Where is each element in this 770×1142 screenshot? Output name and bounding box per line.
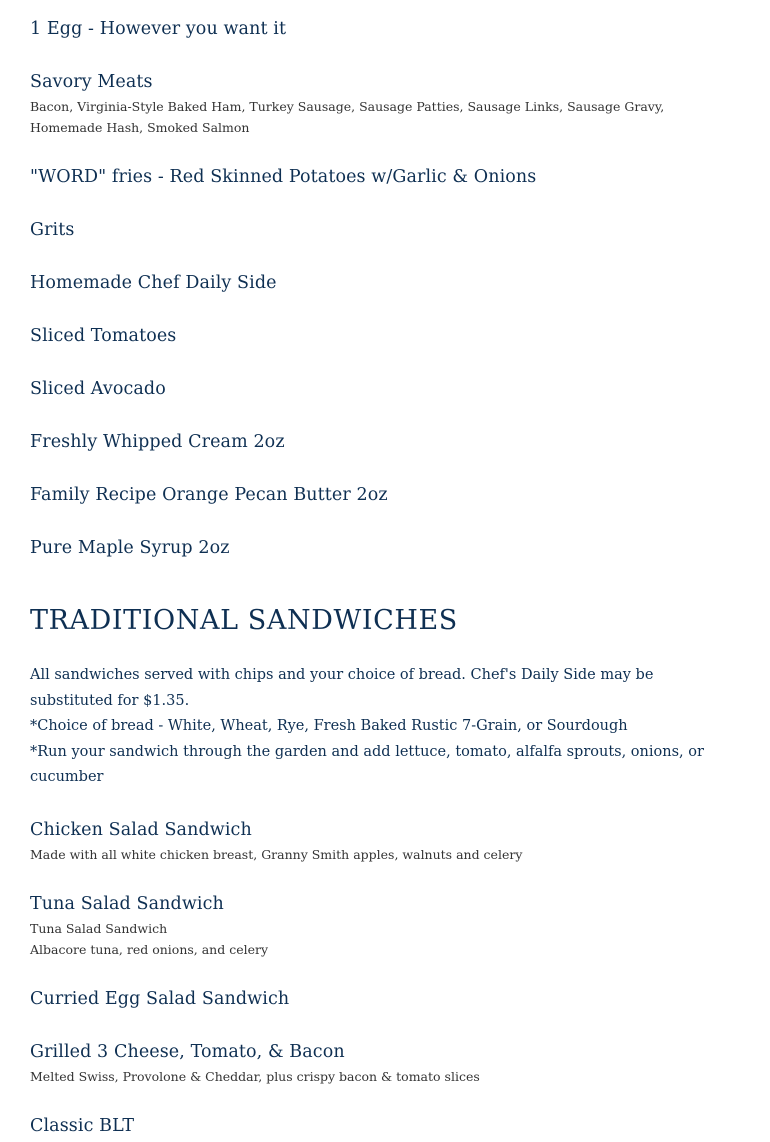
menu-item-savory-meats[interactable] [30, 71, 740, 138]
item-name: Chicken Salad Sandwich [30, 820, 252, 840]
item-name: Sliced Tomatoes [30, 326, 177, 346]
menu-item-sliced-avocado[interactable] [30, 378, 740, 400]
item-description: Tuna Salad Sandwich [30, 921, 168, 936]
menu-item-maple-syrup[interactable] [30, 537, 740, 559]
item-name: Curried Egg Salad Sandwich [30, 989, 290, 1009]
item-name: Homemade Chef Daily Side [30, 273, 277, 293]
intro-bread-choice: *Choice of bread - White, Wheat, Rye, Fresh Baked Rustic 7-Grain, or Sourdough [30, 718, 628, 734]
item-description: Melted Swiss, Provolone & Cheddar, plus crispy bacon & tomato slices [30, 1069, 480, 1084]
menu-item-word-fries[interactable] [30, 166, 740, 188]
item-name: Freshly Whipped Cream 2oz [30, 432, 285, 452]
section-intro [30, 663, 730, 791]
menu-item-chicken-salad[interactable] [30, 819, 740, 865]
item-name: Family Recipe Orange Pecan Butter 2oz [30, 485, 388, 505]
item-description: Bacon, Virginia-Style Baked Ham, Turkey Sausage, Sausage Patties, Sausage Links, Sausage Gravy, Homemade Hash, Smoked Salmon [30, 99, 665, 135]
menu-item-sliced-tomatoes[interactable] [30, 325, 740, 347]
menu-item-classic-blt[interactable] [30, 1115, 740, 1137]
item-name: Pure Maple Syrup 2oz [30, 538, 230, 558]
item-name: "WORD" fries - Red Skinned Potatoes w/Garlic & Onions [30, 167, 537, 187]
menu-item-chef-daily-side[interactable] [30, 272, 740, 294]
menu-item-curried-egg-salad[interactable] [30, 988, 740, 1010]
menu-item-grits[interactable] [30, 219, 740, 241]
menu-item-grilled-3-cheese[interactable] [30, 1041, 740, 1087]
item-name: Grilled 3 Cheese, Tomato, & Bacon [30, 1042, 345, 1062]
item-name: 1 Egg - However you want it [30, 19, 287, 39]
item-name: Grits [30, 220, 75, 240]
item-name: Tuna Salad Sandwich [30, 894, 224, 914]
item-name: Classic BLT [30, 1116, 135, 1136]
item-description: Made with all white chicken breast, Granny Smith apples, walnuts and celery [30, 847, 523, 862]
intro-text: All sandwiches served with chips and your choice of bread. Chef's Daily Side may be substituted for $1.35. [30, 667, 654, 709]
menu-item-orange-pecan-butter[interactable] [30, 484, 740, 506]
item-description-detail: Albacore tuna, red onions, and celery [30, 942, 269, 957]
section-title: TRADITIONAL SANDWICHES [30, 605, 458, 636]
menu-item-whipped-cream[interactable] [30, 431, 740, 453]
item-name: Sliced Avocado [30, 379, 166, 399]
item-name: Savory Meats [30, 72, 153, 92]
menu-item-egg[interactable] [30, 18, 740, 40]
menu-item-tuna-salad[interactable] [30, 893, 740, 960]
intro-garden-addons: *Run your sandwich through the garden and add lettuce, tomato, alfalfa sprouts, onions, or cucumber [30, 743, 704, 785]
